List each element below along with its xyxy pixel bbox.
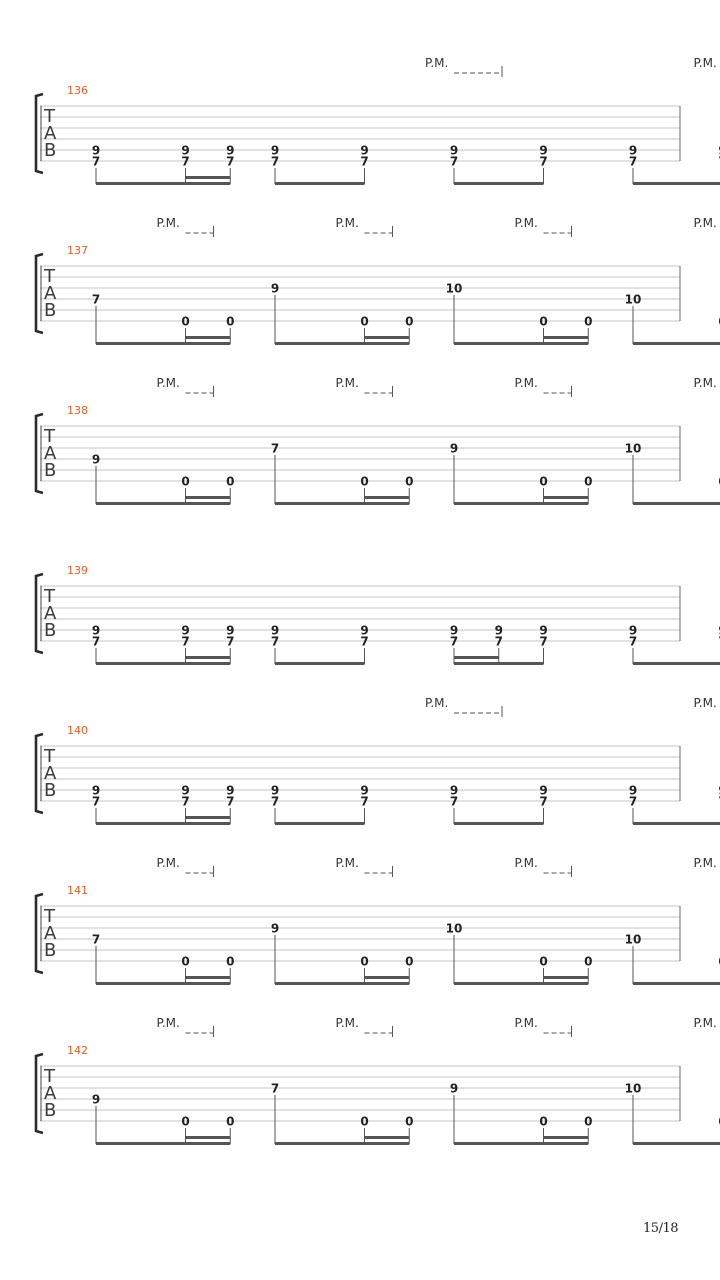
fret-number: 7 (270, 634, 280, 649)
fret-number: 0 (539, 1114, 548, 1129)
eighth-beam (275, 822, 365, 825)
eighth-beam (275, 1142, 409, 1145)
fret-number: 9 (270, 623, 280, 638)
tab-clef-letter: T (44, 906, 55, 927)
fret-number: 7 (628, 634, 638, 649)
eighth-beam (454, 982, 588, 985)
tab-clef-letter: B (44, 460, 57, 481)
fret-number: 9 (181, 783, 190, 798)
fret-number: 7 (181, 794, 190, 809)
palm-mute-label: P.M. (335, 216, 359, 230)
tab-system (36, 376, 720, 505)
eighth-beam (633, 502, 720, 505)
palm-mute-label: P.M. (693, 856, 717, 870)
tab-clef-letter: A (44, 1083, 57, 1104)
tab-clef-letter: A (44, 443, 57, 464)
tab-system (36, 216, 720, 345)
fret-number: 0 (584, 314, 593, 329)
fret-number: 9 (91, 143, 101, 158)
eighth-beam (633, 182, 720, 185)
fret-number: 7 (270, 1081, 280, 1096)
eighth-beam (275, 182, 365, 185)
fret-number: 10 (624, 292, 642, 307)
palm-mute-label: P.M. (693, 696, 717, 710)
palm-mute-marking (694, 56, 717, 70)
measure-number: 139 (67, 564, 88, 577)
palm-mute-label: P.M. (156, 216, 180, 230)
tab-clef-letter: B (44, 140, 57, 161)
palm-mute-label: P.M. (514, 216, 538, 230)
fret-number: 7 (181, 154, 190, 169)
fret-number: 0 (584, 1114, 593, 1129)
fret-number: 7 (91, 292, 101, 307)
eighth-beam (275, 502, 409, 505)
tab-clef-letter: T (44, 746, 55, 767)
tab-system (36, 1016, 720, 1145)
palm-mute-label: P.M. (693, 56, 717, 70)
tab-clef-letter: A (44, 763, 57, 784)
fret-number: 0 (226, 314, 235, 329)
fret-number: 7 (91, 634, 101, 649)
palm-mute-label: P.M. (156, 1016, 180, 1030)
fret-number: 7 (91, 794, 101, 809)
fret-number: 7 (270, 441, 280, 456)
eighth-beam (454, 182, 544, 185)
fret-number: 9 (270, 143, 280, 158)
fret-number: 0 (539, 954, 548, 969)
palm-mute-label: P.M. (693, 1016, 717, 1030)
palm-mute-marking (336, 376, 393, 397)
palm-mute-marking (425, 56, 502, 77)
eighth-beam (96, 502, 230, 505)
fret-number: 9 (181, 623, 190, 638)
fret-number: 0 (226, 1114, 235, 1129)
fret-number: 0 (181, 1114, 190, 1129)
palm-mute-marking (157, 1016, 214, 1037)
fret-number: 9 (360, 143, 369, 158)
measure-number: 138 (67, 404, 88, 417)
fret-number: 9 (91, 452, 101, 467)
fret-number: 0 (226, 474, 235, 489)
fret-number: 7 (360, 794, 369, 809)
tab-system (36, 696, 720, 825)
palm-mute-marking (157, 856, 214, 877)
tab-clef-letter: T (44, 266, 55, 287)
fret-number: 0 (360, 314, 369, 329)
palm-mute-label: P.M. (514, 376, 538, 390)
palm-mute-marking (515, 1016, 572, 1037)
fret-number: 7 (226, 154, 235, 169)
measure-number: 142 (67, 1044, 88, 1057)
fret-number: 7 (91, 154, 101, 169)
palm-mute-marking (694, 376, 720, 397)
fret-number: 9 (628, 143, 638, 158)
fret-number: 0 (181, 474, 190, 489)
fret-number: 9 (270, 281, 280, 296)
fret-number: 9 (628, 783, 638, 798)
eighth-beam (633, 662, 720, 665)
palm-mute-label: P.M. (514, 856, 538, 870)
sixteenth-beam (186, 496, 231, 499)
tab-clef-letter: A (44, 923, 57, 944)
eighth-beam (454, 342, 588, 345)
fret-number: 7 (628, 154, 638, 169)
palm-mute-marking (336, 1016, 393, 1037)
fret-number: 9 (494, 623, 503, 638)
palm-mute-label: P.M. (693, 216, 717, 230)
fret-number: 9 (449, 623, 459, 638)
fret-number: 7 (360, 634, 369, 649)
tab-system (36, 56, 720, 185)
fret-number: 10 (624, 1081, 642, 1096)
eighth-beam (633, 342, 720, 345)
fret-number: 7 (270, 794, 280, 809)
sixteenth-beam (365, 496, 410, 499)
fret-number: 7 (539, 634, 548, 649)
fret-number: 7 (91, 932, 101, 947)
sixteenth-beam (454, 656, 499, 659)
fret-number: 9 (91, 623, 101, 638)
eighth-beam (96, 662, 230, 665)
fret-number: 9 (628, 623, 638, 638)
tab-clef-letter: A (44, 123, 57, 144)
sixteenth-beam (365, 336, 410, 339)
fret-number: 0 (405, 1114, 414, 1129)
fret-number: 0 (584, 954, 593, 969)
palm-mute-marking (157, 216, 214, 237)
palm-mute-label: P.M. (156, 376, 180, 390)
tab-clef-letter: B (44, 300, 57, 321)
fret-number: 7 (539, 154, 548, 169)
palm-mute-marking (694, 1016, 720, 1037)
tab-clef-letter: T (44, 586, 55, 607)
eighth-beam (454, 662, 544, 665)
sixteenth-beam (544, 336, 589, 339)
sixteenth-beam (186, 656, 231, 659)
fret-number: 0 (539, 474, 548, 489)
tab-clef-letter: A (44, 283, 57, 304)
eighth-beam (454, 822, 544, 825)
palm-mute-label: P.M. (156, 856, 180, 870)
tab-clef-letter: A (44, 603, 57, 624)
fret-number: 0 (226, 954, 235, 969)
palm-mute-label: P.M. (693, 376, 717, 390)
sixteenth-beam (186, 1136, 231, 1139)
tab-clef-letter: T (44, 426, 55, 447)
eighth-beam (275, 342, 409, 345)
fret-number: 0 (405, 474, 414, 489)
fret-number: 9 (360, 783, 369, 798)
fret-number: 9 (226, 783, 235, 798)
fret-number: 7 (226, 634, 235, 649)
eighth-beam (454, 502, 588, 505)
fret-number: 0 (360, 954, 369, 969)
fret-number: 0 (539, 314, 548, 329)
sixteenth-beam (365, 1136, 410, 1139)
sixteenth-beam (365, 976, 410, 979)
fret-number: 9 (449, 143, 459, 158)
fret-number: 9 (270, 921, 280, 936)
eighth-beam (275, 662, 365, 665)
palm-mute-label: P.M. (514, 1016, 538, 1030)
sixteenth-beam (186, 976, 231, 979)
measure-number: 140 (67, 724, 88, 737)
palm-mute-marking (336, 856, 393, 877)
tab-system (36, 856, 720, 985)
fret-number: 0 (584, 474, 593, 489)
page-number: 15/18 (643, 1221, 678, 1236)
sixteenth-beam (544, 496, 589, 499)
measure-number: 141 (67, 884, 88, 897)
palm-mute-marking (694, 696, 717, 710)
eighth-beam (96, 342, 230, 345)
fret-number: 9 (91, 783, 101, 798)
fret-number: 9 (226, 143, 235, 158)
fret-number: 9 (539, 783, 548, 798)
fret-number: 10 (445, 921, 463, 936)
fret-number: 0 (405, 954, 414, 969)
tab-clef-letter: B (44, 1100, 57, 1121)
fret-number: 7 (449, 794, 459, 809)
sixteenth-beam (186, 336, 231, 339)
tab-system (36, 564, 720, 665)
sixteenth-beam (544, 1136, 589, 1139)
fret-number: 7 (494, 634, 503, 649)
fret-number: 0 (360, 1114, 369, 1129)
eighth-beam (633, 822, 720, 825)
fret-number: 9 (539, 623, 548, 638)
palm-mute-marking (515, 856, 572, 877)
palm-mute-marking (515, 376, 572, 397)
fret-number: 10 (624, 932, 642, 947)
palm-mute-marking (425, 696, 502, 717)
fret-number: 7 (226, 794, 235, 809)
eighth-beam (454, 1142, 588, 1145)
fret-number: 9 (270, 783, 280, 798)
palm-mute-label: P.M. (335, 856, 359, 870)
palm-mute-label: P.M. (335, 376, 359, 390)
fret-number: 9 (539, 143, 548, 158)
fret-number: 9 (226, 623, 235, 638)
fret-number: 10 (445, 281, 463, 296)
tab-clef-letter: B (44, 780, 57, 801)
eighth-beam (96, 1142, 230, 1145)
measure-number: 137 (67, 244, 88, 257)
palm-mute-marking (157, 376, 214, 397)
fret-number: 0 (181, 314, 190, 329)
fret-number: 7 (360, 154, 369, 169)
fret-number: 9 (360, 623, 369, 638)
eighth-beam (96, 182, 230, 185)
eighth-beam (633, 1142, 720, 1145)
tab-clef-letter: T (44, 1066, 55, 1087)
fret-number: 9 (91, 1092, 101, 1107)
fret-number: 9 (449, 783, 459, 798)
fret-number: 0 (181, 954, 190, 969)
eighth-beam (275, 982, 409, 985)
fret-number: 7 (181, 634, 190, 649)
fret-number: 7 (539, 794, 548, 809)
fret-number: 7 (449, 634, 459, 649)
palm-mute-label: P.M. (425, 696, 449, 710)
palm-mute-marking (515, 216, 572, 237)
fret-number: 9 (449, 1081, 459, 1096)
eighth-beam (96, 982, 230, 985)
fret-number: 10 (624, 441, 642, 456)
measure-number: 136 (67, 84, 88, 97)
fret-number: 0 (405, 314, 414, 329)
fret-number: 7 (449, 154, 459, 169)
palm-mute-label: P.M. (425, 56, 449, 70)
palm-mute-marking (336, 216, 393, 237)
tab-clef-letter: T (44, 106, 55, 127)
fret-number: 9 (449, 441, 459, 456)
fret-number: 7 (628, 794, 638, 809)
fret-number: 9 (181, 143, 190, 158)
fret-number: 7 (270, 154, 280, 169)
palm-mute-marking (694, 856, 720, 877)
eighth-beam (633, 982, 720, 985)
sixteenth-beam (186, 176, 231, 179)
tab-clef-letter: B (44, 620, 57, 641)
tab-clef-letter: B (44, 940, 57, 961)
palm-mute-label: P.M. (335, 1016, 359, 1030)
fret-number: 0 (360, 474, 369, 489)
sixteenth-beam (544, 976, 589, 979)
palm-mute-marking (694, 216, 720, 237)
sixteenth-beam (186, 816, 231, 819)
eighth-beam (96, 822, 230, 825)
